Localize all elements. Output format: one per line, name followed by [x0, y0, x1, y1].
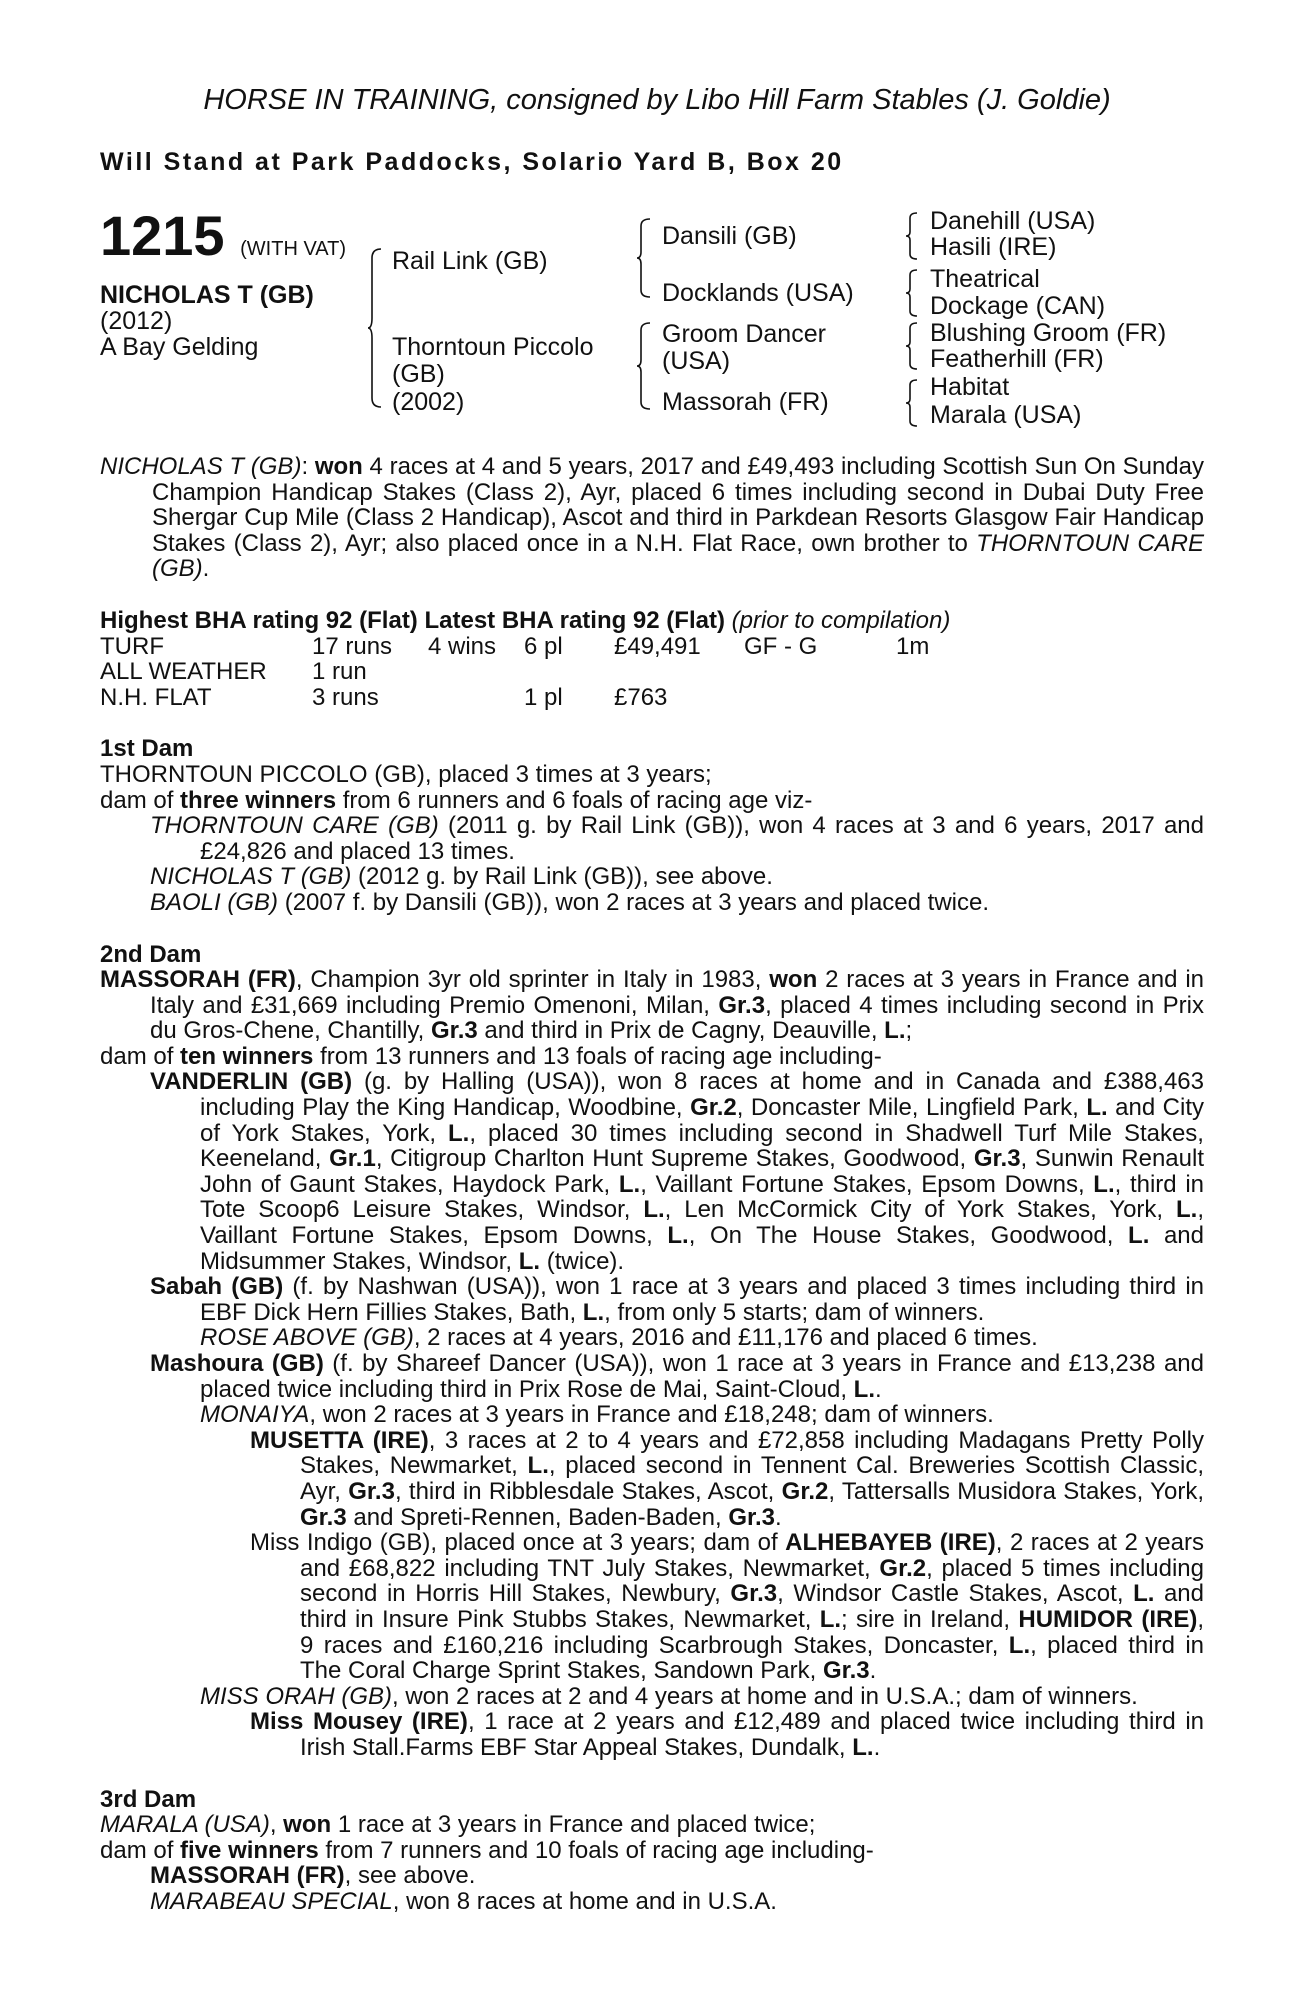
first-dam-intro: THORNTOUN PICCOLO (GB), placed 3 times at 3 years; [100, 760, 712, 788]
produce-entry-vanderlin: VANDERLIN (GB) (g. by Halling (USA)), won 8 races at home and in Canada and £388,463 including Play the King Handicap, Woodbine, Gr.2, Doncaster Mile, Lingfield Park, L. and City of York Stakes, York, L., placed 30 times including second in Shadwell Turf Mile Stakes, Keeneland, Gr.1, Citigroup Charlton Hunt Supreme Stakes, Goodwood, Gr.3, Sunwin Renault John of Gaunt Stakes, Haydock Park, L., Vaillant Fortune Stakes, Epsom Downs, L., third in Tote Scoop6 Leisure Stakes, Windsor, L., Len McCormick City of York Stakes, York, L., Vaillant Fortune Stakes, Epsom Downs, L., On The House Stakes, Goodwood, L. and Midsummer Stakes, Windsor, L. (twice). [150, 1068, 1204, 1275]
pedigree-dsd: Featherhill (FR) [930, 345, 1104, 373]
horse-year: (2012) [100, 307, 173, 335]
pedigree-sds: Theatrical [930, 265, 1040, 293]
pedigree-ddd: Marala (USA) [930, 401, 1082, 429]
table-row: TURF 17 runs 4 wins 6 pl £49,491 GF - G 1m [100, 632, 930, 660]
pedigree-dds: Habitat [930, 373, 1010, 401]
second-dam-paragraph: MASSORAH (FR), Champion 3yr old sprinter in Italy in 1983, won 2 races at 3 years in France and in Italy and £31,669 including Premio Omenoni, Milan, Gr.3, placed 4 times including second in Prix du Gros-Chene, Chantilly, Gr.3 and third in Prix de Cagny, Deauville, L.; [100, 966, 1205, 1045]
lot-number [100, 204, 347, 267]
pedigree-dam-dam: Massorah (FR) [662, 388, 829, 416]
second-dam-produce-summary: dam of ten winners from 13 runners and 13 foals of racing age including- [100, 1042, 882, 1070]
pedigree-dam-line1: Thorntoun Piccolo [392, 333, 594, 361]
brace-ss [906, 212, 918, 260]
table-row: ALL WEATHER 1 run [100, 658, 367, 686]
third-dam-produce-summary: dam of five winners from 7 runners and 10 foals of racing age including- [100, 1836, 874, 1864]
produce-entry-miss-mousey: Miss Mousey (IRE), 1 race at 2 years and £12,489 and placed twice including third in Irish Stall.Farms EBF Star Appeal Stakes, Dundalk, L.. [250, 1708, 1205, 1761]
third-dam-heading: 3rd Dam [100, 1785, 197, 1813]
pedigree-dam-line2: (GB) [392, 360, 445, 388]
pedigree-ssd: Hasili (IRE) [930, 233, 1057, 261]
second-dam-heading: 2nd Dam [100, 940, 202, 968]
horse-name: NICHOLAS T (GB) [100, 281, 314, 309]
produce-entry: BAOLI (GB) (2007 f. by Dansili (GB)), won 2 races at 3 years and placed twice. [150, 888, 990, 916]
lot-vat: (WITH VAT) [240, 238, 347, 260]
pedigree-sss: Danehill (USA) [930, 207, 1096, 235]
produce-entry-miss-indigo: Miss Indigo (GB), placed once at 3 years; dam of ALHEBAYEB (IRE), 2 races at 2 years and £68,822 including TNT July Stakes, Newmarket, Gr.2, placed 5 times including second in Horris Hill Stakes, Newbury, Gr.3, Windsor Castle Stakes, Ascot, L. and third in Insure Pink Stubbs Stakes, Newmarket, L.; sire in Ireland, HUMIDOR (IRE), 9 races and £160,216 including Scarbrough Stakes, Doncaster, L., placed third in The Coral Charge Sprint Stakes, Sandown Park, Gr.3. [250, 1529, 1204, 1685]
ratings-table [100, 634, 976, 711]
brace-dam-parents [637, 322, 651, 410]
produce-entry-marabeau-special: MARABEAU SPECIAL, won 8 races at home and in U.S.A. [150, 1887, 777, 1915]
produce-entry-miss-orah: MISS ORAH (GB), won 2 races at 2 and 4 years at home and in U.S.A.; dam of winners. [200, 1682, 1138, 1710]
pedigree-dam-sire-line1: Groom Dancer [662, 320, 826, 348]
pedigree-dam-line3: (2002) [392, 388, 465, 416]
lot-number-value: 1215 [100, 204, 225, 267]
table-row: N.H. FLAT 3 runs 1 pl £763 [100, 683, 668, 711]
pedigree-sire: Rail Link (GB) [392, 247, 548, 275]
brace-sd [906, 269, 918, 317]
brace-dd [906, 379, 918, 427]
produce-entry-monaiya: MONAIYA, won 2 races at 3 years in France and £18,248; dam of winners. [200, 1401, 994, 1429]
pedigree-sire-dam: Docklands (USA) [662, 279, 854, 307]
pedigree-dss: Blushing Groom (FR) [930, 319, 1167, 347]
produce-entry: THORNTOUN CARE (GB) (2011 g. by Rail Link (GB)), won 4 races at 3 and 6 years, 2017 and £24,826 and placed 13 times. [150, 812, 1205, 865]
third-dam-intro: MARALA (USA), won 1 race at 3 years in France and placed twice; [100, 1811, 816, 1839]
ratings-heading: Highest BHA rating 92 (Flat) Latest BHA rating 92 (Flat) (prior to compilation) [100, 606, 951, 634]
page-title: HORSE IN TRAINING, consigned by Libo Hill Farm Stables (J. Goldie) [203, 84, 1111, 116]
pedigree-sire-sire: Dansili (GB) [662, 222, 797, 250]
summary-paragraph: NICHOLAS T (GB): won 4 races at 4 and 5 years, 2017 and £49,493 including Scottish Sun On Sunday Champion Handicap Stakes (Class 2), Ayr, placed 6 times including second in Dubai Duty Free Shergar Cup Mile (Class 2 Handicap), Ascot and third in Parkdean Resorts Glasgow Fair Handicap Stakes (Class 2), Ayr; also placed once in a N.H. Flat Race, own brother to THORNTOUN CARE (GB). [100, 453, 1205, 583]
brace-ds [906, 322, 918, 370]
first-dam-heading: 1st Dam [100, 735, 194, 763]
horse-description: A Bay Gelding [100, 333, 259, 361]
brace-sire-dam [368, 248, 382, 408]
produce-entry-musetta: MUSETTA (IRE), 3 races at 2 to 4 years and £72,858 including Madagans Pretty Polly Stakes, Newmarket, L., placed second in Tennent Cal. Breweries Scottish Classic, Ayr, Gr.3, third in Ribblesdale Stakes, Ascot, Gr.2, Tattersalls Musidora Stakes, York, Gr.3 and Spreti-Rennen, Baden-Baden, Gr.3. [250, 1426, 1204, 1531]
catalogue-body [100, 454, 1204, 1914]
produce-entry-massorah: MASSORAH (FR), see above. [150, 1862, 476, 1890]
first-dam-produce-summary: dam of three winners from 6 runners and 6 foals of racing age viz- [100, 786, 813, 814]
brace-sire-parents [637, 218, 651, 298]
page-subtitle: Will Stand at Park Paddocks, Solario Yard B, Box 20 [100, 148, 844, 176]
pedigree-sdd: Dockage (CAN) [930, 292, 1106, 320]
produce-entry: NICHOLAS T (GB) (2012 g. by Rail Link (GB)), see above. [150, 863, 773, 891]
produce-entry-mashoura: Mashoura (GB) (f. by Shareef Dancer (USA)), won 1 race at 3 years in France and £13,238 and placed twice including third in Prix Rose de Mai, Saint-Cloud, L.. [150, 1350, 1204, 1403]
pedigree-dam-sire-line2: (USA) [662, 347, 731, 375]
produce-entry-rose-above: ROSE ABOVE (GB), 2 races at 4 years, 2016 and £11,176 and placed 6 times. [200, 1324, 1038, 1352]
produce-entry-sabah: Sabah (GB) (f. by Nashwan (USA)), won 1 race at 3 years and placed 3 times including third in EBF Dick Hern Fillies Stakes, Bath, L., from only 5 starts; dam of winners. [150, 1273, 1204, 1326]
